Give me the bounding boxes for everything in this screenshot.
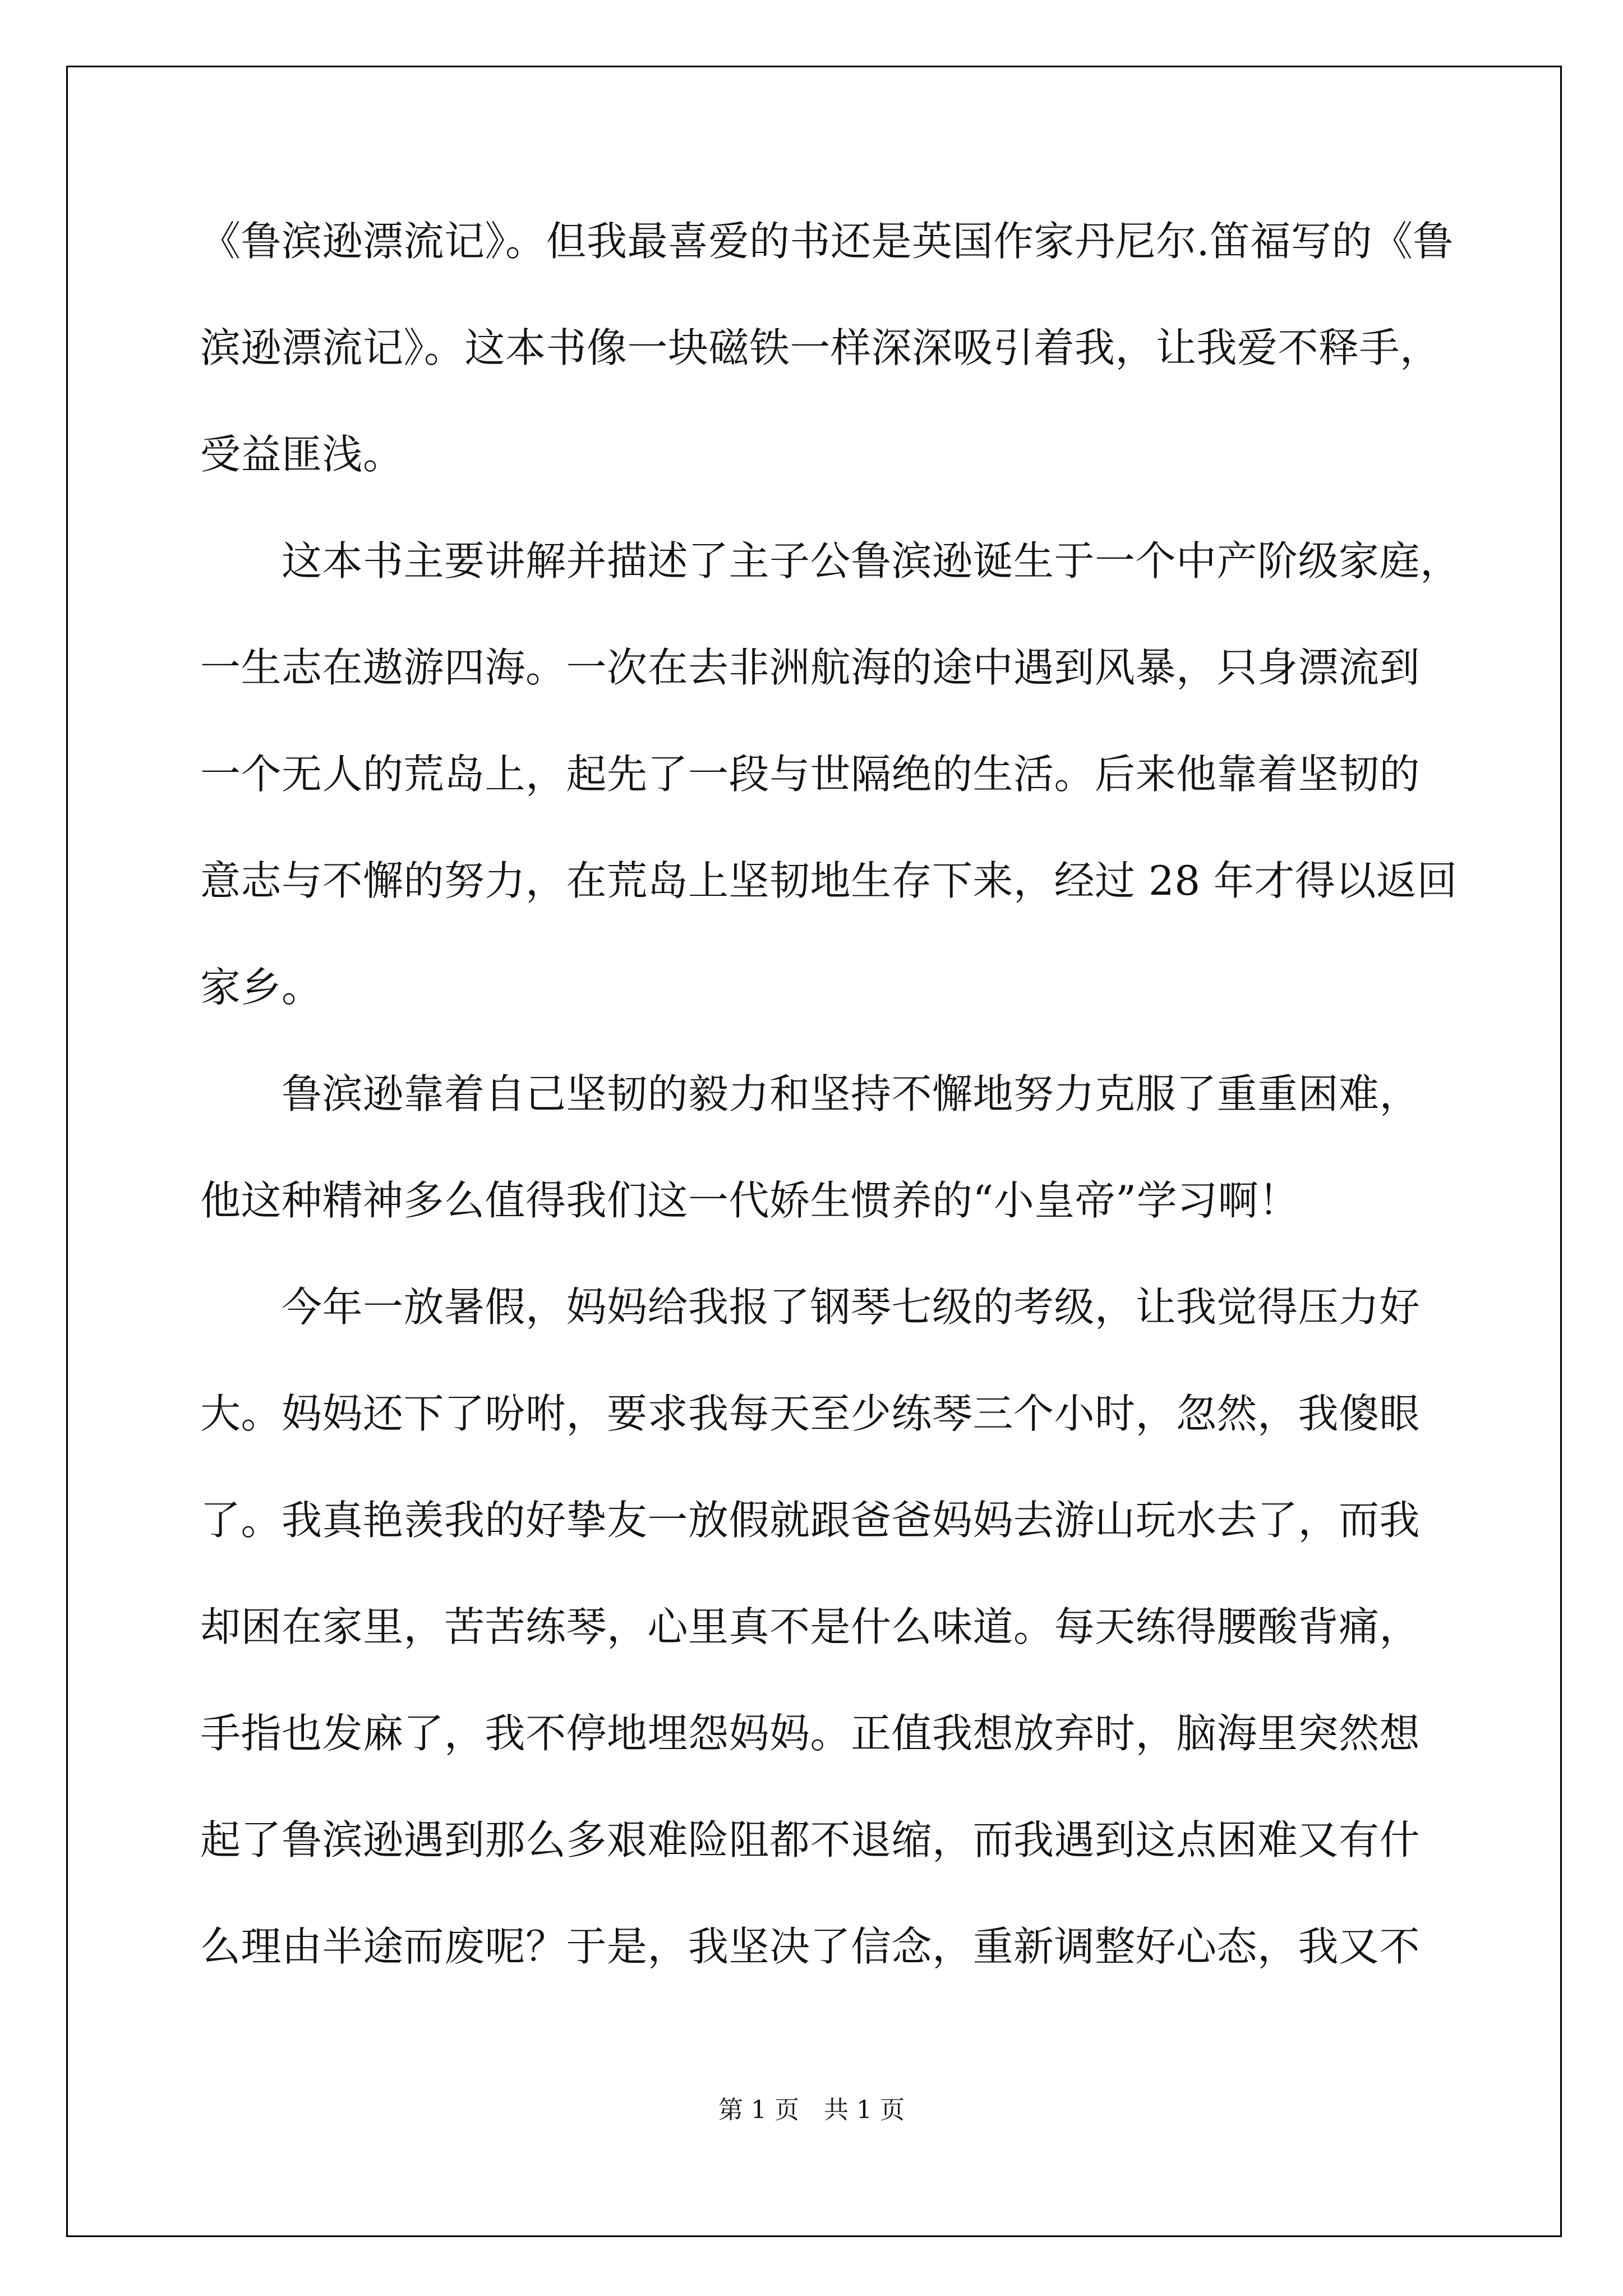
text-line: 一生志在遨游四海。一次在去非洲航海的途中遇到风暴，只身漂流到: [200, 644, 1421, 691]
page-footer: 第 1 页 共 1 页: [718, 2096, 905, 2124]
text-line: 了。我真艳羡我的好挚友一放假就跟爸爸妈妈去游山玩水去了，而我: [200, 1497, 1421, 1544]
text-line: 手指也发麻了，我不停地埋怨妈妈。正值我想放弃时，脑海里突然想: [200, 1710, 1421, 1757]
text-line: 却困在家里，苦苦练琴，心里真不是什么味道。每天练得腰酸背痛，: [200, 1603, 1421, 1650]
text-line: 一个无人的荒岛上，起先了一段与世隔绝的生活。后来他靠着坚韧的: [200, 751, 1421, 798]
text-line: 家乡。: [200, 964, 322, 1011]
text-line: 滨逊漂流记》。这本书像一块磁铁一样深深吸引着我，让我爱不释手，: [200, 324, 1441, 371]
text-line: 起了鲁滨逊遇到那么多艰难险阻都不退缩，而我遇到这点困难又有什: [200, 1816, 1421, 1864]
text-line: 受益匪浅。: [200, 431, 404, 478]
text-line: 大。妈妈还下了吩咐，要求我每天至少练琴三个小时，忽然，我傻眼: [200, 1390, 1421, 1437]
text-line: 意志与不懈的努力，在荒岛上坚韧地生存下来，经过 28 年才得以返回: [200, 857, 1458, 904]
text-line: 鲁滨逊靠着自己坚韧的毅力和坚持不懈地努力克服了重重困难，: [200, 1070, 1421, 1117]
text-line: 今年一放暑假，妈妈给我报了钢琴七级的考级，让我觉得压力好: [200, 1283, 1421, 1331]
text-line: 么理由半途而废呢？于是，我坚决了信念，重新调整好心态，我又不: [200, 1923, 1421, 1970]
text-line: 这本书主要讲解并描述了主子公鲁滨逊诞生于一个中产阶级家庭，: [200, 537, 1461, 585]
page-border: [66, 66, 1562, 2237]
text-line: 他这种精神多么值得我们这一代娇生惯养的“小皇帝”学习啊！: [200, 1177, 1299, 1224]
text-line: 《鲁滨逊漂流记》。但我最喜爱的书还是英国作家丹尼尔.笛福写的《鲁: [200, 218, 1454, 265]
